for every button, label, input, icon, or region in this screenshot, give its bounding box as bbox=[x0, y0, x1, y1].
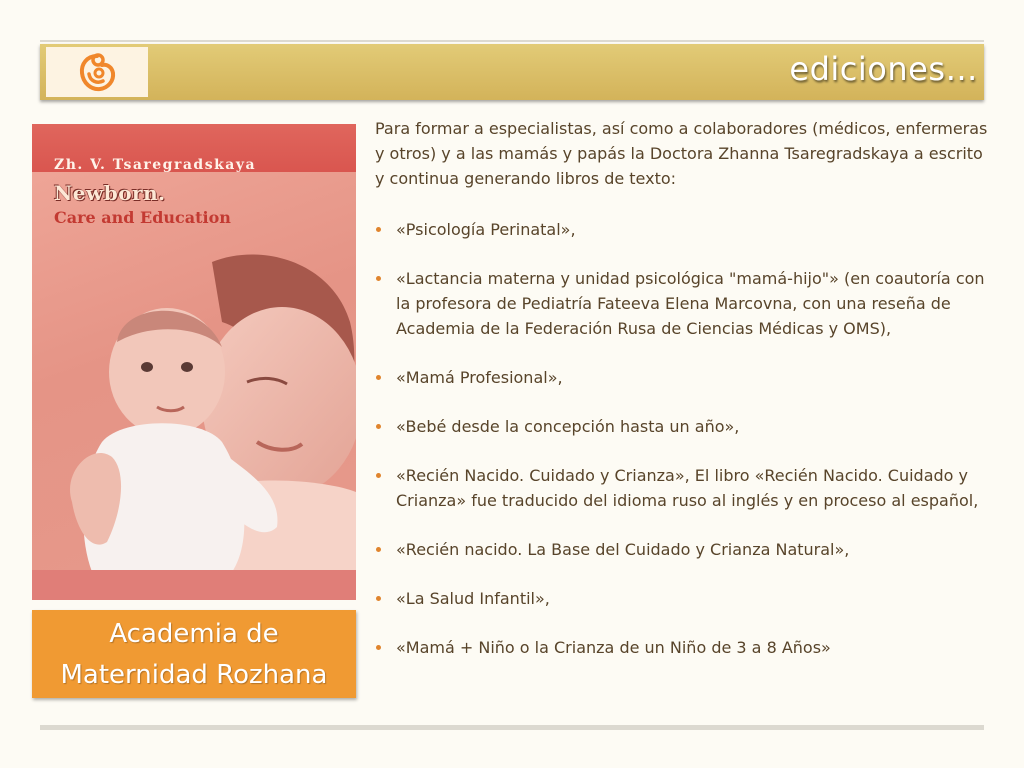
bottom-divider bbox=[40, 725, 984, 730]
caption-line-1: Academia de bbox=[109, 619, 279, 649]
content-column bbox=[375, 116, 995, 684]
logo-box bbox=[46, 47, 148, 97]
list-item: «Psicología Perinatal», bbox=[375, 217, 995, 242]
cover-title: Newborn. bbox=[54, 181, 166, 205]
caption-line-2: Maternidad Rozhana bbox=[60, 660, 328, 690]
list-item: «Lactancia materna y unidad psicológica "mamá-hijo"» (en coautoría con la profesora de Pediatría Fateeva Elena Marcovna, con una reseña de Academia de la Federación Rusa de Ciencias Médicas y OMS), bbox=[375, 266, 995, 341]
list-item: «Recién nacido. La Base del Cuidado y Crianza Natural», bbox=[375, 537, 995, 562]
slide-title: ediciones… bbox=[789, 50, 978, 88]
list-item: «La Salud Infantil», bbox=[375, 586, 995, 611]
list-item: «Mamá Profesional», bbox=[375, 365, 995, 390]
mother-and-baby-photo bbox=[32, 242, 356, 572]
list-item: «Mamá + Niño o la Crianza de un Niño de 3 a 8 Años» bbox=[375, 635, 995, 660]
mother-child-logo-icon bbox=[75, 50, 119, 94]
cover-subtitle: Care and Education bbox=[54, 208, 231, 227]
list-item: «Recién Nacido. Cuidado y Crianza», El libro «Recién Nacido. Cuidado y Crianza» fue traducido del idioma ruso al inglés y en proceso al español, bbox=[375, 463, 995, 513]
academy-caption bbox=[32, 610, 356, 698]
cover-bottom-band bbox=[32, 570, 356, 600]
book-list bbox=[375, 217, 995, 660]
top-divider bbox=[40, 40, 984, 42]
intro-paragraph: Para formar a especialistas, así como a colaboradores (médicos, enfermeras y otros) y a las mamás y papás la Doctora Zhanna Tsaregradskaya a escrito y continua generando libros de texto: bbox=[375, 119, 988, 188]
list-item: «Bebé desde la concepción hasta un año», bbox=[375, 414, 995, 439]
book-cover-image bbox=[32, 124, 356, 600]
cover-author: Zh. V. Tsaregradskaya bbox=[54, 157, 257, 173]
